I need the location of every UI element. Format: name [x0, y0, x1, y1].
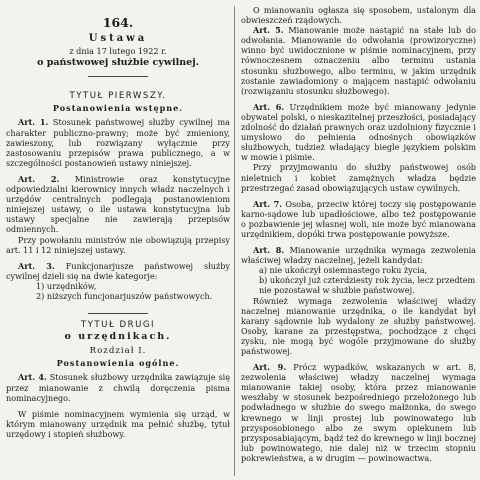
article-8-label: Art. 8.	[253, 245, 285, 256]
article-8-list	[241, 265, 476, 295]
article-4-label: Art. 4.	[18, 372, 47, 383]
section-rule	[88, 313, 148, 314]
article-2-paragraph-2: Przy powołaniu ministrów nie obowiązują przepisy art. 11 i 12 niniejszej ustawy.	[6, 234, 230, 255]
continued-paragraph: O mianowaniu ogłasza się sposobem, ustalonym dla obwieszczeń rządowych.	[241, 5, 476, 26]
act-title: Ustawa	[88, 33, 148, 44]
article-4-text: Stosunek służbowy urzędnika zawiązuje się przez mianowanie z chwilą doręczenia pisma nominacyjnego.	[6, 372, 231, 403]
list-item: b) ukończył już czterdziesty rok życia, lecz przedtem nie pozostawał w służbie państwowej.	[259, 275, 476, 296]
article-1-text: Stosunek państwowej służby cywilnej ma charakter publiczno-prawny; może być zmieniony, zawieszony, lub rozwiązany wyłącznie przy zastosowaniu przepisów prawa publicznego, a w szczególności postanowień ustawy niniejszej.	[6, 117, 230, 168]
article-2-label: Art. 2.	[18, 173, 60, 184]
chapter-1-subtitle: Postanowienia ogólne.	[56, 358, 180, 369]
part1-subtitle: Postanowienia wstępne.	[52, 103, 184, 114]
article-6	[241, 102, 476, 163]
article-9-label: Art. 9.	[253, 362, 287, 373]
part1-title: TYTUŁ PIERWSZY.	[69, 91, 167, 102]
article-2	[6, 174, 230, 235]
article-3-text: Funkcjonarjusze państwowej służby cywilnej dzieli się na dwie kategorje:	[6, 260, 231, 281]
right-column	[241, 5, 476, 463]
article-3-list	[6, 281, 230, 301]
article-5	[241, 25, 476, 96]
article-8-paragraph-2: Również wymaga zezwolenia właściwej władzy naczelnej mianowanie urzędnika, o ile kandydat był karany sądownie lub wydalony ze służby państwowej. Osoby, karane za przestępstwa, pochodzące z chęci zysku, nie mogą być wogóle przyjmowane do służby państwowej.	[241, 295, 476, 356]
part2-title: TYTUŁ DRUGI	[80, 320, 156, 331]
list-item: 1) urzędników,	[36, 280, 97, 291]
article-6-label: Art. 6.	[253, 101, 285, 112]
article-8-text: Mianowanie urzędnika wymaga zezwolenia właściwej władzy naczelnej, jeżeli kandydat:	[241, 245, 476, 266]
article-6-text: Urzędnikiem może być mianowany jedynie obywatel polski, o nieskazitelnej przeszłości, posiadający zdolność do działań prawnych oraz uzdolniony fizycznie i umysłowo do pełnienia odnośnych obowiązków służbowych, tudzież władający biegle językiem polskim w mowie i piśmie.	[241, 101, 476, 163]
part2-subtitle: o urzędnikach.	[64, 331, 172, 343]
article-5-label: Art. 5.	[253, 25, 284, 36]
article-2-text: Ministrowie oraz konstytucyjne odpowiedzialni kierownicy innych władz naczelnych i urzędów centralnych podlegają postanowieniom niniejszej ustawy, o ile ustawa konstytucyjna lub ustawy specjalne nie zawierają przepisów odmiennych.	[6, 173, 230, 235]
article-3	[6, 261, 230, 281]
act-number: 164.	[102, 15, 134, 30]
title-rule	[88, 76, 148, 77]
left-column	[6, 0, 230, 439]
list-item: 2) niższych funcjonarjuszów państwowych.	[36, 290, 213, 301]
article-7-text: Osoba, przeciw której toczy się postępowanie karno-sądowe lub upadłościowe, albo też postępowanie o pozbawienie jej własnej woli, nie może być mianowana urzędnikiem, dopóki trwa postępowanie powyższe.	[241, 198, 476, 239]
list-item: a) nie ukończył osiemnastego roku życia,	[259, 265, 428, 276]
article-6-paragraph-2: Przy przyjmowaniu do służby państwowej osób nieletnich i kobiet zamężnych władza będzie przestrzegać zasad obowiązujących ustaw cywilnych.	[241, 162, 476, 193]
article-9-text: Prócz wypadków, wskazanych w art. 8, zezwolenia właściwej władzy naczelnej wymaga mianowanie takiej osoby, która przez mianowanie weszłaby w stosunek bezpośredniego przełożonego lub podwładnego w służbie do swego małżonka, do swego krewnego w linji prostej lub powinowatego lub przysposobionego albo ze swym opiekunem lub przysposabiającym, bądź też do krewnego w linji bocznej lub powinowatego, nie dalej niż w trzecim stopniu pokrewieństwa, a w drugim — powinowactwa.	[241, 362, 476, 463]
chapter-1-title: Rozdział I.	[89, 346, 147, 357]
article-1	[6, 117, 230, 167]
article-4	[6, 372, 230, 402]
article-4-paragraph-2: W piśmie nominacyjnem wymienia się urząd, w którym mianowany urzędnik ma pełnić służbę, tytuł urzędowy i stopień służbowy.	[6, 408, 230, 439]
act-date: z dnia 17 lutego 1922 r.	[69, 46, 167, 57]
act-subject: o państwowej służbie cywilnej.	[37, 57, 199, 69]
article-1-label: Art. 1.	[18, 117, 49, 128]
article-9	[241, 362, 476, 463]
article-5-text: Mianowanie może nastąpić na stałe lub do odwołania. Mianowanie do odwołania (prowizoryczne) winno być uwidocznione w piśmie nominacyjnem, przy równoczesnem oznaczeniu albo terminu ustania stosunku służbowego, albo terminu, w jakim urzędnik zostanie zawiadomiony o mającem nastąpić odwołaniu (rozwiązaniu stosunku służbowego).	[241, 25, 477, 96]
column-divider	[234, 6, 235, 476]
article-7	[241, 199, 476, 239]
article-7-label: Art. 7.	[253, 198, 283, 209]
article-8	[241, 245, 476, 265]
article-3-label: Art. 3.	[18, 260, 55, 271]
